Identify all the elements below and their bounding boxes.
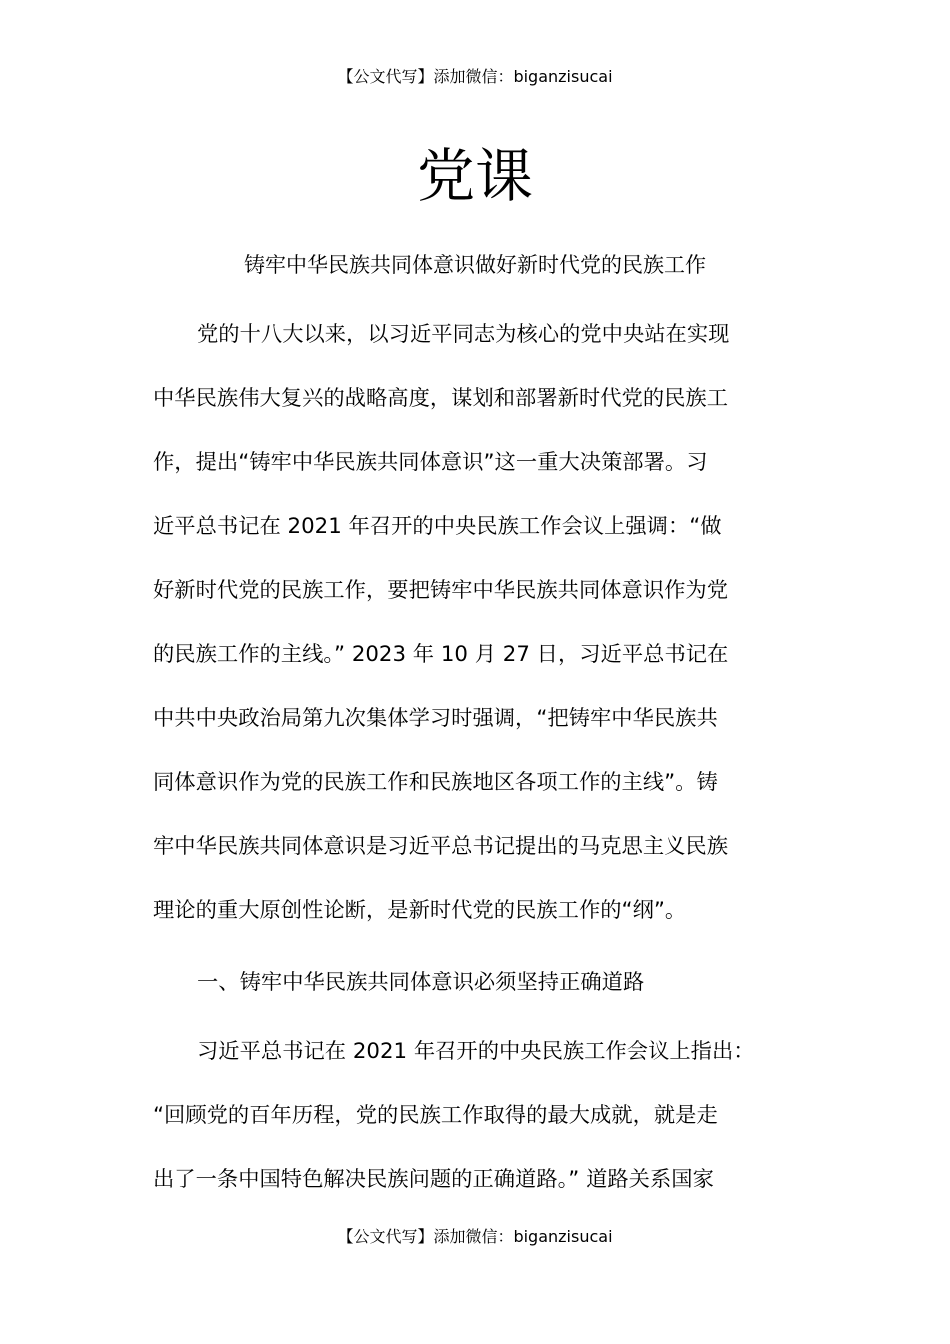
paragraph-line: “回顾党的百年历程，党的民族工作取得的最大成就，就是走 <box>153 1103 718 1128</box>
page-header-watermark: 【公文代写】添加微信：biganzisucai <box>337 67 613 86</box>
paragraph-line: 作，提出“铸牢中华民族共同体意识”这一重大决策部署。习 <box>153 450 708 475</box>
paragraph-line: 党的十八大以来，以习近平同志为核心的党中央站在实现 <box>197 322 730 347</box>
paragraph-line: 近平总书记在 2021 年召开的中央民族工作会议上强调：“做 <box>153 514 722 539</box>
paragraph-line: 习近平总书记在 2021 年召开的中央民族工作会议上指出： <box>197 1039 755 1064</box>
section-heading-text: 一、铸牢中华民族共同体意识必须坚持正确道路 <box>197 970 645 995</box>
paragraph-line: 牢中华民族共同体意识是习近平总书记提出的马克思主义民族 <box>153 834 729 859</box>
paragraph-line: 好新时代党的民族工作，要把铸牢中华民族共同体意识作为党 <box>153 578 729 603</box>
paragraph-line: 中华民族伟大复兴的战略高度，谋划和部署新时代党的民族工 <box>153 386 729 411</box>
paragraph-line: 同体意识作为党的民族工作和民族地区各项工作的主线”。铸 <box>153 770 718 795</box>
paragraph-line: 的民族工作的主线。” 2023 年 10 月 27 日，习近平总书记在 <box>153 642 729 667</box>
paragraph-line: 出了一条中国特色解决民族问题的正确道路。” 道路关系国家 <box>153 1167 714 1192</box>
section-heading <box>153 966 843 1030</box>
document-title: 党课 <box>416 142 533 210</box>
intro-paragraph <box>153 318 843 958</box>
paragraph-line: 理论的重大原创性论断，是新时代党的民族工作的“纲”。 <box>153 898 687 923</box>
paragraph-line: 中共中央政治局第九次集体学习时强调，“把铸牢中华民族共 <box>153 706 718 731</box>
document-subtitle: 铸牢中华民族共同体意识做好新时代党的民族工作 <box>244 253 706 277</box>
section-paragraph <box>153 1035 843 1227</box>
page-footer-watermark: 【公文代写】添加微信：biganzisucai <box>337 1227 613 1246</box>
